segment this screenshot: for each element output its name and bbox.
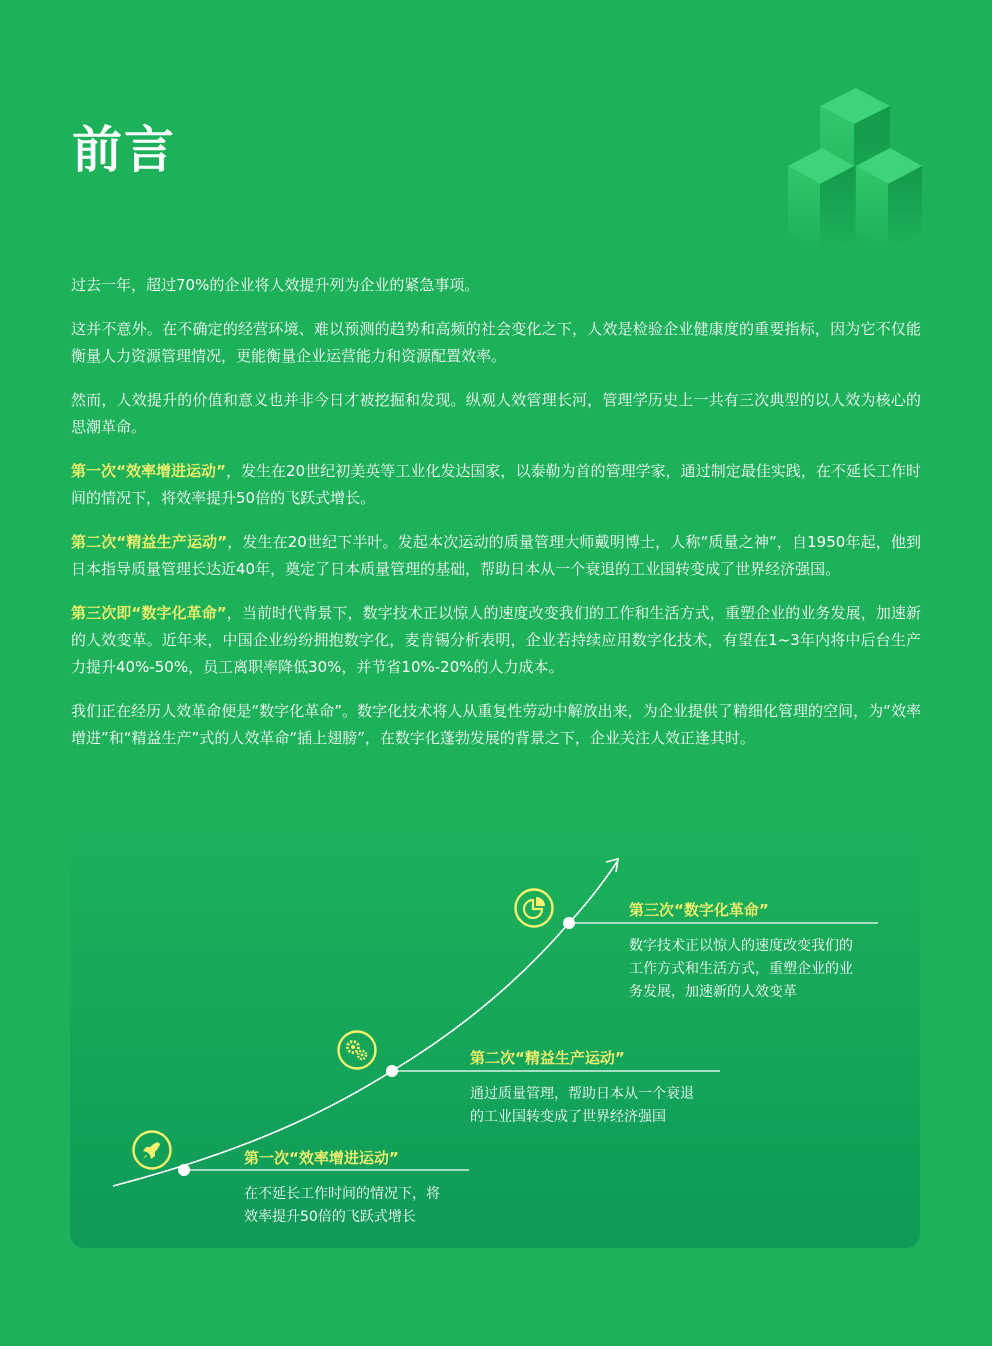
paragraph-body: ，发生在20世纪下半叶。发起本次运动的质量管理大师戴明博士，人称“质量之神”，自1950年起，他到日本指导质量管理长达近40年，奠定了日本质量管理的基础，帮助日本从一个衰退的工业国转变成了世界经济强国。: [71, 533, 921, 578]
gears-icon: [337, 1030, 377, 1070]
intro-paragraph: [71, 458, 921, 512]
stage-3-desc-line: 工作方式和生活方式，重塑企业的业: [629, 961, 853, 977]
stage-1-title: 第一次“效率增进运动”: [244, 1149, 399, 1167]
timeline-panel: [70, 822, 920, 1248]
intro-paragraph: [71, 600, 921, 681]
stage-3-desc: [629, 935, 853, 1004]
intro-paragraph: 然而，人效提升的价值和意义也并非今日才被挖掘和发现。纵观人效管理长河，管理学历史上一共有三次典型的以人效为核心的思潮革命。: [71, 391, 921, 436]
stage-2-title: 第二次“精益生产运动”: [470, 1049, 625, 1067]
intro-section: [71, 272, 921, 769]
intro-paragraph: [71, 529, 921, 583]
rocket-icon: [132, 1130, 172, 1170]
stage-1-desc: [244, 1183, 440, 1229]
stage-3-desc-line: 务发展，加速新的人效变革: [629, 984, 797, 1000]
intro-paragraph: 这并不意外。在不确定的经营环境、难以预测的趋势和高频的社会变化之下，人效是检验企业健康度的重要指标，因为它不仅能衡量人力资源管理情况，更能衡量企业运营能力和资源配置效率。: [71, 320, 921, 365]
cubes-decoration: [780, 84, 930, 254]
stage-2-desc-line: 通过质量管理，帮助日本从一个衰退: [470, 1086, 694, 1102]
paragraph-body: ，发生在20世纪初美英等工业化发达国家，以泰勒为首的管理学家，通过制定最佳实践，在不延长工作时间的情况下，将效率提升50倍的飞跃式增长。: [71, 462, 922, 507]
intro-paragraph: 过去一年，超过70%的企业将人效提升列为企业的紧急事项。: [71, 276, 480, 294]
stage-1-desc-line: 在不延长工作时间的情况下，将: [244, 1186, 440, 1202]
intro-paragraph: 我们正在经历人效革命便是“数字化革命”。数字化技术将人从重复性劳动中解放出来，为企业提供了精细化管理的空间，为“效率增进”和“精益生产”式的人效革命“插上翅膀”，在数字化蓬勃发展的背景之下，企业关注人效正逢其时。: [71, 702, 921, 747]
stage-2-desc-line: 的工业国转变成了世界经济强国: [470, 1109, 666, 1125]
stage-2-desc: [470, 1083, 694, 1129]
stage-1-desc-line: 效率提升50倍的飞跃式增长: [244, 1209, 416, 1225]
paragraph-body: ，当前时代背景下，数字技术正以惊人的速度改变我们的工作和生活方式，重塑企业的业务发展，加速新的人效变革。近年来，中国企业纷纷拥抱数字化，麦肯锡分析表明，企业若持续应用数字化技术，有望在1~3年内将中后台生产力提升40%-50%，员工离职率降低30%，并节省10%-20%的人力成本。: [71, 604, 922, 676]
page-title: 前言: [72, 121, 176, 179]
highlight-second-wave: 第二次“精益生产运动”: [71, 533, 228, 551]
highlight-third-wave: 第三次即“数字化革命”: [71, 604, 227, 622]
pie-chart-icon: [514, 888, 554, 928]
stage-3-title: 第三次“数字化革命”: [629, 901, 769, 919]
highlight-first-wave: 第一次“效率增进运动”: [71, 462, 226, 480]
stage-3-desc-line: 数字技术正以惊人的速度改变我们的: [629, 938, 853, 954]
